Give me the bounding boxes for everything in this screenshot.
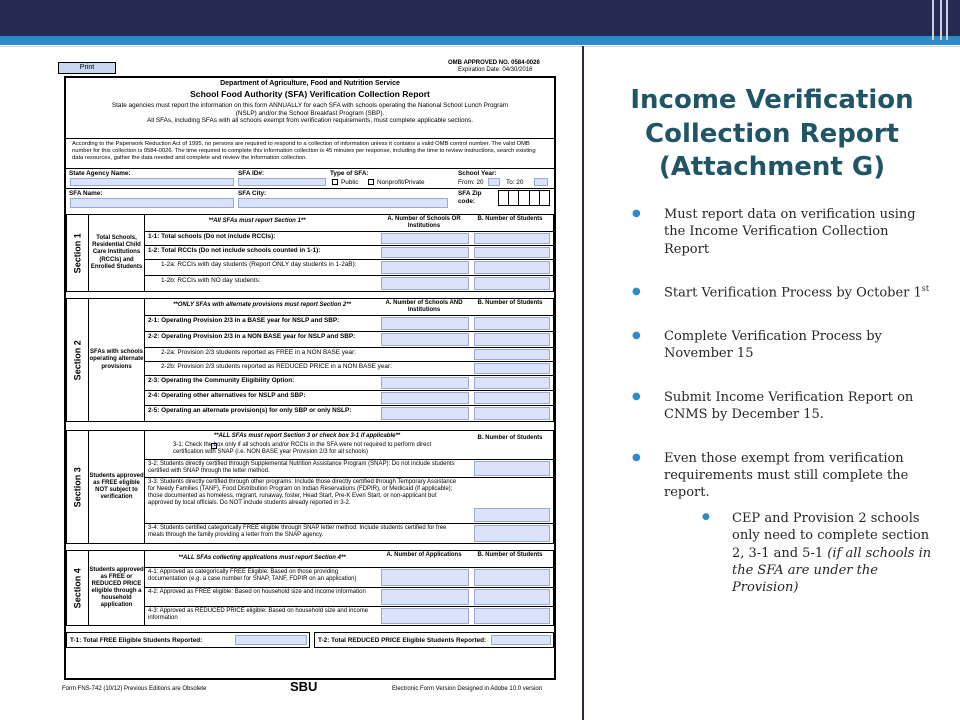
bullet-dot-icon: ● [632,329,641,341]
col-b-header: B. Number of Students [477,552,543,558]
accent-stripe [0,36,960,45]
col-b-header: B. Number of Students [477,435,543,441]
bullet-item: ● Must report data on verification using the Income Verification Collection Report [632,207,916,257]
col-b-header: B. Number of Students [477,300,543,306]
bullet-dot-icon: ● [632,286,641,298]
sfa-name-label: SFA Name: [69,190,103,197]
sfa-id-label: SFA ID#: [238,170,265,177]
table-row: 4-3: Approved as REDUCED PRICE eligible: Based on household size and income information [145,606,553,625]
year-from-field[interactable] [488,178,500,186]
section-1 [66,214,554,292]
bullet-item: ● Complete Verification Process by November 15 [632,328,882,362]
paperwork-notice: According to the Paperwork Reduction Act of 1995, no persons are required to respond to a collection of information unless it contains a valid OMB control number. The valid OMB number for this collection is 0584-0026. The time required to complete this information collection is 45 minutes per response, including the time to review instructions, search existing data resources, gather the data needed and complete and review the information collection. [72,141,536,161]
top-banner [0,0,960,36]
table-row: 2-3: Operating the Community Eligibility Option: [145,375,553,390]
table-row: 2-1: Operating Provision 2/3 in a BASE year for NSLP and SBP: [145,315,553,331]
table-row: 2-4: Operating other alternatives for NSLP and SBP: [145,390,553,405]
section-4-category: Students approved as FREE or REDUCED PRICE eligible through a household application [89,551,145,625]
slide-title: Income Verification Collection Report (Attachment G) [630,85,914,183]
col-a-header: A. Number of Applications [386,552,462,558]
table-row: 1-2b: RCCIs with NO day students: [145,275,553,291]
bullet-dot-icon: ● [632,208,641,219]
section-4 [66,550,554,626]
nonprofit-checkbox[interactable] [368,179,374,185]
section-2 [66,298,554,422]
verification-form [56,60,572,700]
sfa-city-label: SFA City: [238,190,267,197]
table-row: 3-2: Students directly certified through Supplemental Nutrition Assistance Program (SNAP): Do not include students certified with SNAP through the letter method. [145,459,553,477]
bullet-item: ● Even those exempt from verification requirements must still complete the report. [632,450,909,501]
section-4-header: **ALL SFAs collecting applications must report Section 4** [178,555,346,561]
banner-line [932,0,934,40]
table-row: 4-2: Approved as FREE eligible: Based on household size and income information [145,587,553,606]
total-reduced-field[interactable] [491,635,551,645]
bullet-dot-icon: ● [632,390,641,402]
bullet-item: ● Submit Income Verification Report on CNMS by December 15. [632,389,914,423]
table-row: 1-1: Total schools (Do not include RCCIs): [145,231,553,245]
banner-line [940,0,942,40]
public-checkbox[interactable] [332,179,338,185]
section-3-category: Students approved as FREE eligible NOT subject to verification [89,431,145,543]
total-free-row: T-1: Total FREE Eligible Students Reported: [66,632,310,648]
section-1-header: **All SFAs must report Section 1** [208,218,306,224]
expiration-date: Expiration Date: 04/30/2016 [458,67,533,73]
sfa-id-field[interactable] [238,178,326,186]
table-row: 3-3: Students directly certified through other programs: Include those directly certified through Temporary Assistance for Needy Families (TANF), Food Distribution Program on Indian Reservations (FDPIR), or Medicaid (if applicable); those documented as homeless, migrant, runaway, foster, Head Start, Pre-K Even Start, or non-applicant but approved by local officials. Do NOT include students already reported in 3-2. [145,477,553,523]
sfa-name-field[interactable] [70,198,234,208]
total-reduced-row: T-2: Total REDUCED PRICE Eligible Students Reported: [314,632,554,648]
sfa-zip-label: SFA Zip code: [458,190,482,205]
state-agency-label: State Agency Name: [69,170,131,177]
nonprofit-label: Nonprofit/Private [377,179,425,186]
col-b-header: B. Number of Students [477,216,543,222]
slide-divider [582,46,584,720]
bullet-dot-icon: ● [702,511,710,522]
banner-line [946,0,948,40]
col-a-header: A. Number of Schools OR Institutions [387,216,461,230]
agency-name: Department of Agriculture, Food and Nutrition Service [220,80,400,87]
col-a-header: A. Number of Schools AND Institutions [385,300,463,314]
header-rule [0,46,960,47]
form-frame [64,76,556,680]
public-label: Public [341,179,359,186]
school-year-from: From: 20 [458,179,484,186]
table-row: 2-2: Operating Provision 2/3 in a NON BASE year for NSLP and SBP: [145,331,553,347]
section-1-category: Total Schools, Residential Child Care Institutions (RCCIs) and Enrolled Students [89,215,145,291]
total-free-field[interactable] [235,635,307,645]
type-of-sfa-label: Type of SFA: [330,170,369,177]
year-to-field[interactable] [534,178,548,186]
section-3-header: **ALL SFAs must report Section 3 or check box 3-1 if applicable** [213,433,401,439]
instructions: State agencies must report the information on this form ANNUALLY for each SFA with schools operating the National School Lunch Program (NSLP) and/or the School Breakfast Program (SBP). [111,102,509,117]
bullet-item: ● Start Verification Process by October 1st [632,284,930,301]
table-row: 2-2a: Provision 2/3 students reported as FREE in a NON BASE year: [145,347,553,361]
sfa-city-field[interactable] [238,198,448,208]
school-year-to: To: 20 [506,179,524,186]
form-version: Electronic Form Version Designed in Adobe 10.0 version [392,686,543,692]
school-year-label: School Year: [458,170,497,177]
section-2-header: **ONLY SFAs with alternate provisions must report Section 2** [173,302,351,308]
zip-code-boxes[interactable] [498,190,550,206]
section-3 [66,430,554,544]
bullet-dot-icon: ● [632,451,641,463]
report-title: School Food Authority (SFA) Verification Collection Report [190,89,430,99]
section-2-tab: Section 2 [67,299,89,421]
table-row: 4-1: Approved as categorically FREE Eligible: Based on those providing documentation (e.g. a case number for SNAP, TANF, FDPIR on an application) [145,567,553,587]
section-1-tab: Section 1 [67,215,89,291]
table-row: 1-2a: RCCIs with day students (Report ONLY day students in 1-2aB): [145,259,553,275]
check-3-1-text: 3-1: Check the box only if all schools and/or RCCIs in the SFA were not required to perform direct certification with SNAP (i.e. NON BASE year Provision 2/3 for all schools) [173,442,432,456]
table-row: 2-2b: Provision 2/3 students reported as REDUCED PRICE in a NON BASE year: [145,361,553,375]
omb-number: OMB APPROVED NO. 0584-0026 [448,60,540,66]
section-4-tab: Section 4 [67,551,89,625]
sbu-label: SBU [290,679,318,694]
state-agency-field[interactable] [70,178,234,186]
instructions-2: All SFAs, including SFAs with all schools exempt from verification requirements, must complete applicable sections. [146,117,474,124]
section-2-category: SFAs with schools operating alternate provisions [89,299,145,421]
table-row: 1-2: Total RCCIs (Do not include schools counted in 1-1): [145,245,553,259]
table-row: 2-5: Operating an alternate provision(s) for only SBP or only NSLP: [145,405,553,421]
sub-bullet-item: ● CEP and Provision 2 schools only need to complete section 2, 3-1 and 5-1 (if all schools in the SFA are under the Provision) [702,510,932,596]
bullet-list [632,206,932,597]
form-number: Form FNS-742 (10/12) Previous Editions are Obsolete [62,686,207,692]
section-3-tab: Section 3 [67,431,89,543]
table-row: 3-4: Students certified categorically FREE eligible through SNAP letter method: Include students certified for free meals through the family providing a letter from the SNAP agency. [145,523,553,543]
print-button[interactable]: Print [58,62,116,74]
